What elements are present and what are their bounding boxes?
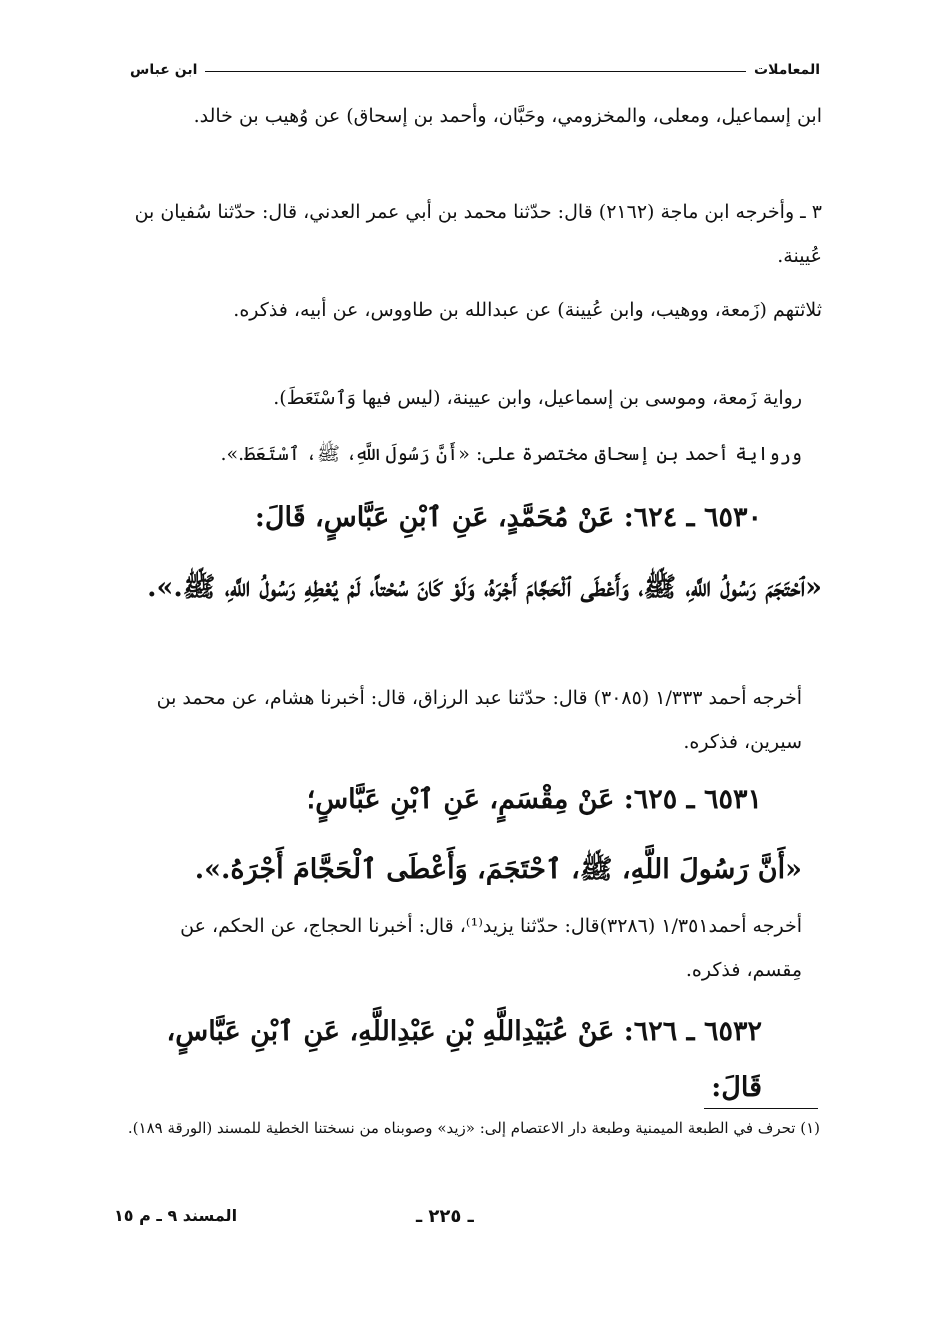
hadith-625-takhrij: أخرجه أحمد١/٣٥١ (٣٢٨٦)قال: حدّثنا يزيد⁽¹⁾، قال: أخبرنا الحجاج، عن الحكم، عن مِقسم، فذكره. <box>180 915 802 981</box>
paragraph-takhrij-3: ٣ ـ وأخرجه ابن ماجة (٢١٦٢) قال: حدّثنا محمد بن أبي عمر العدني، قال: حدّثنا سُفيان بن عُيينة. <box>134 201 822 267</box>
hadith-625-heading: ٦٥٣١ ـ ٦٢٥: عَنْ مِقْسَمٍ، عَنِ ٱبْنِ عَبَّاسٍ؛ <box>306 784 762 815</box>
running-header <box>130 52 820 78</box>
hadith-624-heading: ٦٥٣٠ ـ ٦٢٤: عَنْ مُحَمَّدٍ، عَنِ ٱبْنِ عَبَّاسٍ، قَالَ: <box>254 502 762 533</box>
paragraph-continuation: ابن إسماعيل، ومعلى، والمخزومي، وحَبَّان، وأحمد بن إسحاق) عن وُهيب بن خالد. <box>193 105 822 127</box>
paragraph-riwaya-zama: رواية زَمعة، وموسى بن إسماعيل، وابن عيينة، (ليس فيها وَٱسْتَعَطَ). <box>273 387 802 409</box>
paragraph-thalathatuhum: ثلاثتهم (زَمعة، ووهيب، وابن عُيينة) عن عبدالله بن طاووس، عن أبيه، فذكره. <box>233 299 822 321</box>
header-rule <box>205 71 746 72</box>
hadith-626-heading: ٦٥٣٢ ـ ٦٢٦: عَنْ عُبَيْدِاللَّهِ بْنِ عَبْدِاللَّهِ، عَنِ ٱبْنِ عَبَّاسٍ، قَالَ: <box>166 1016 762 1103</box>
volume-signature: المسند ٩ ـ م ١٥ <box>114 1206 238 1225</box>
header-left-title: ابن عباس <box>130 62 198 78</box>
hadith-624-text: «ٱحْتَجَمَ رَسُولُ اللَّهِ، ﷺ، وَأَعْطَى ٱلْحَجَّامَ أَجْرَهُ، وَلَوْ كَانَ سُحْتاً، لَمْ يُعْطِهِ رَسُولُ اللَّهِ، ﷺ.». <box>147 572 822 603</box>
header-right-title: المعاملات <box>754 62 820 78</box>
hadith-625-text: «أَنَّ رَسُولَ اللَّهِ، ﷺ، ٱحْتَجَمَ، وَأَعْطَى ٱلْحَجَّامَ أَجْرَهُ.». <box>194 854 802 885</box>
hadith-624-takhrij: أخرجه أحمد ١/٣٣٣ (٣٠٨٥) قال: حدّثنا عبد الرزاق، قال: أخبرنا هشام، عن محمد بن سيرين، فذكره. <box>156 687 802 753</box>
footnote-1: (١) تحرف في الطبعة الميمنية وطبعة دار الاعتصام إلى: «زيد» وصوبناه من نسختنا الخطية للمسند (الورقة ١٨٩). <box>127 1119 820 1137</box>
page-number: ـ ٢٢٥ ـ <box>416 1206 474 1227</box>
footnote-separator <box>128 1108 818 1109</box>
paragraph-riwaya-ahmad: ورواية أحمد بن إسحاق مختصرة على: «أَنَّ رَسُولَ اللَّهِ، ﷺ، ٱسْتَعَطَ.». <box>220 443 802 465</box>
